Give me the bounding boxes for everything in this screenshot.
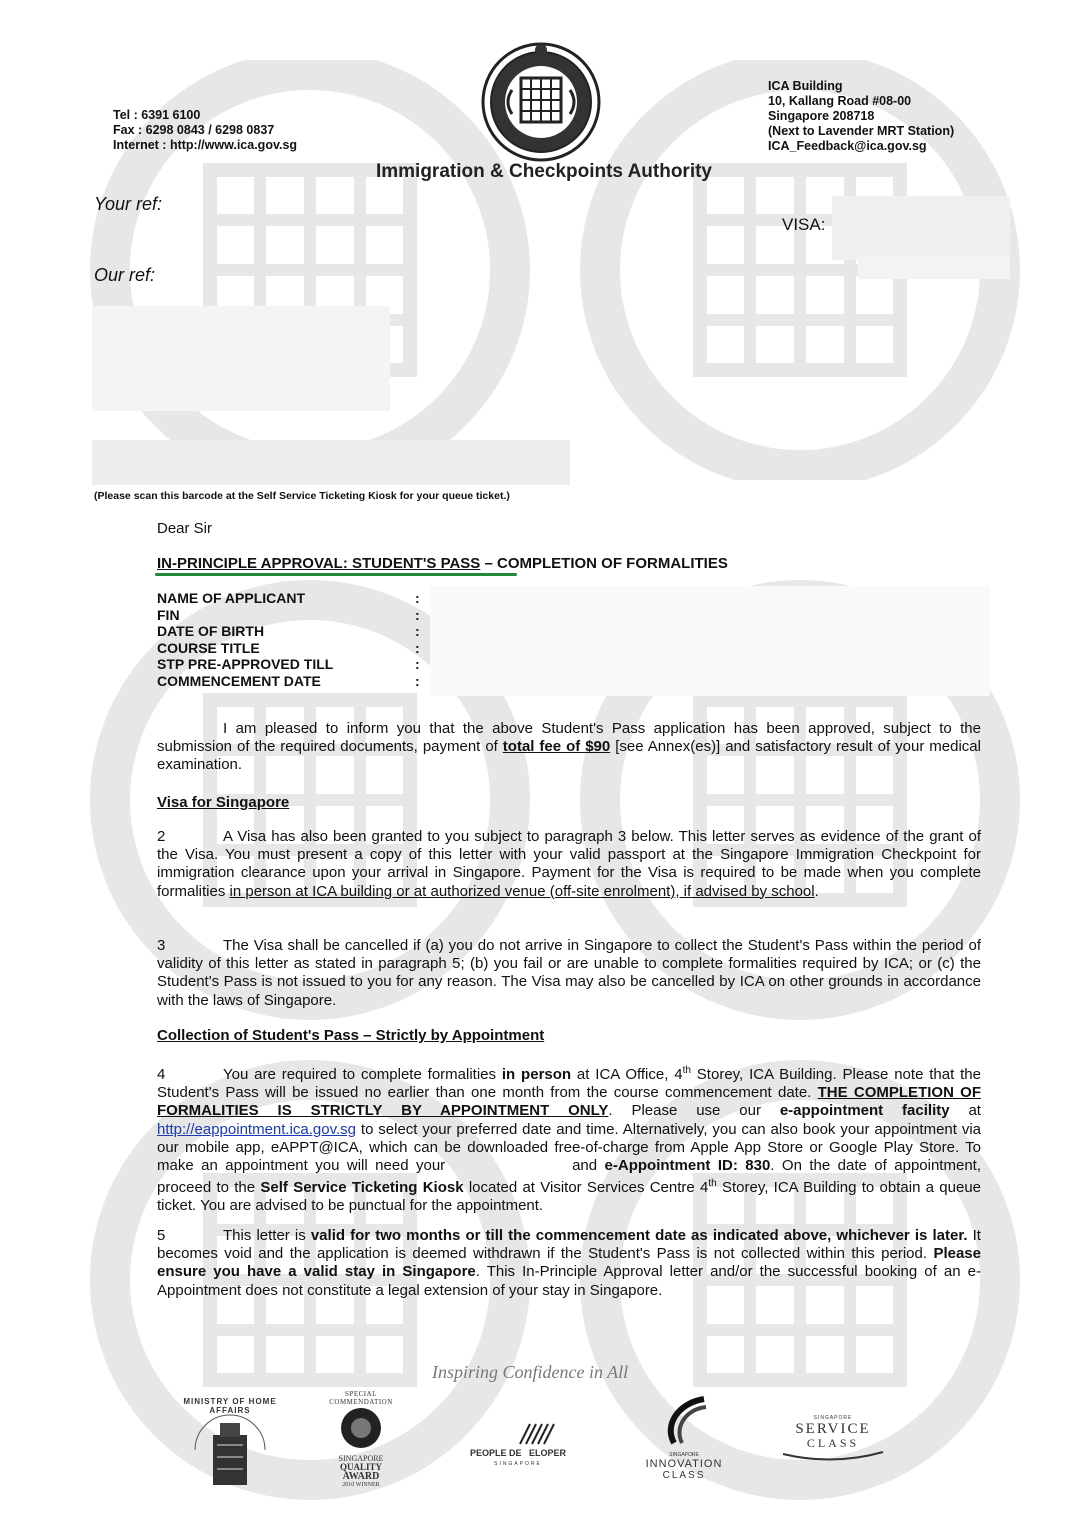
sqa-line-2: QUALITY — [339, 1462, 382, 1472]
p4-strict: THE COMPLETION OF FORMALITIES IS STRICTLY BY APPOINTMENT ONLY — [157, 1084, 981, 1120]
field-label: COMMENCEMENT DATE — [157, 672, 321, 689]
redacted-field-values — [430, 586, 990, 696]
field-row — [157, 590, 420, 607]
p4-text-e: at — [949, 1102, 981, 1120]
p4-appt-id: e-Appointment ID: 830 — [604, 1157, 771, 1175]
field-row — [157, 673, 420, 690]
field-sep: : — [415, 590, 420, 606]
p1-text-b: [see Annex(es)] and satisfactory result of your medical examination. — [157, 738, 981, 774]
field-sep: : — [415, 656, 420, 672]
field-row — [157, 607, 420, 624]
sqa-logo — [325, 1390, 397, 1490]
visa-heading: Visa for Singapore — [157, 794, 290, 811]
p5-text-a: This letter is — [223, 1227, 311, 1244]
p4-text-c: Storey, ICA Building. Please note that the Student's Pass will be issued no earlier than one month from the course commencement date. — [157, 1066, 981, 1102]
field-row — [157, 623, 420, 640]
field-sep: : — [415, 639, 420, 656]
field-label: DATE OF BIRTH — [157, 623, 265, 639]
visa-label: VISA: — [782, 215, 826, 234]
p5-ensure: Please ensure you have a valid stay in Singapore — [157, 1245, 981, 1281]
pd-text-3: SINGAPORE — [494, 1461, 542, 1467]
footer-motto: Inspiring Confidence in All — [432, 1362, 629, 1382]
field-row — [157, 640, 420, 657]
p1-text-a: I am pleased to inform you that the above Student's Pass application has been approved, subject to the submission of the required documents, payment of — [157, 720, 981, 756]
p2-text-a: A Visa has also been granted to you subject to paragraph 3 below. This letter serves as evidence of the grant of the Visa. You must present a copy of this letter with your valid passport at the Singapore Immigration Checkpoint for immigration clearance upon your arrival in Singapore. Payment for the Visa is required to be made when you complete formalities — [157, 828, 981, 900]
p4-sup-2: th — [708, 1178, 717, 1190]
field-sep: : — [415, 606, 420, 623]
service-class-logo — [778, 1415, 888, 1475]
p4-facility: e-appointment facility — [779, 1102, 950, 1120]
collection-heading: Collection of Student's Pass – Strictly by Appointment — [157, 1027, 545, 1044]
service-swoosh-icon — [778, 1450, 888, 1464]
sqa-line-4: 2010 WINNER — [342, 1482, 380, 1488]
paragraph-3 — [157, 937, 981, 1010]
redacted-visa-number-2 — [858, 255, 1010, 279]
address-email: ICA_Feedback@ica.gov.sg — [768, 139, 927, 153]
inno-text-1: SINGAPORE — [669, 1452, 699, 1458]
innovation-class-logo — [645, 1395, 723, 1485]
mha-logo — [185, 1395, 275, 1490]
p5-text-b: It becomes void and the application is deemed withdrawn if the Student's Pass is not collected within this period. — [157, 1227, 981, 1263]
p3-text: The Visa shall be cancelled if (a) you do not arrive in Singapore to collect the Student's Pass within the period of validity of this letter as stated in paragraph 5; (b) you fail or are unable to complete formalities required by ICA; or (c) the Student's Pass is not issued to you for any reason. The Visa may also be cancelled by ICA on other grounds in accordance with the laws of Singapore. — [157, 937, 981, 1009]
p4-text-a: You are required to complete formalities — [223, 1066, 502, 1083]
redacted-address — [92, 306, 390, 411]
svc-text-2: SERVICE — [795, 1421, 871, 1437]
paragraph-1 — [157, 720, 981, 775]
field-sep: : — [415, 672, 420, 689]
sqa-line-1: SINGAPORE — [338, 1454, 384, 1463]
authority-title: Immigration & Checkpoints Authority — [375, 161, 713, 182]
p3-number: 3 — [157, 937, 166, 954]
subject-part-1: IN-PRINCIPLE APPROVAL: STUDENT'S PASS — [157, 555, 481, 572]
p4-text-h: . On the date of appointment, proceed to the — [157, 1157, 981, 1197]
paragraph-4 — [157, 1062, 981, 1216]
p2-text-b: . — [814, 882, 819, 900]
address-line-4: (Next to Lavender MRT Station) — [768, 124, 955, 138]
p4-text-d: . Please use our — [608, 1102, 780, 1120]
sqa-top-text: SPECIAL COMMENDATION — [329, 1390, 393, 1406]
our-ref-label: Our ref: — [94, 265, 156, 285]
inno-text-3: CLASS — [662, 1470, 706, 1481]
subject-part-2: – COMPLETION OF FORMALITIES — [480, 555, 728, 572]
p1-fee: total fee of $90 — [502, 738, 611, 756]
header-tel: Tel : 6391 6100 — [113, 108, 201, 122]
field-label: COURSE TITLE — [157, 639, 260, 656]
svc-text-1: SINGAPORE — [813, 1415, 853, 1421]
paragraph-5 — [157, 1227, 981, 1300]
your-ref-label: Your ref: — [94, 194, 163, 214]
paragraph-2 — [157, 828, 981, 901]
highlight-underline — [155, 573, 517, 576]
p4-text-j: Storey, ICA Building to obtain a queue ticket. You are advised to be punctual for the appointment. — [157, 1179, 982, 1215]
address-line-1: ICA Building — [768, 79, 843, 93]
people-developer-mark-icon — [518, 1420, 558, 1446]
mha-text: MINISTRY OF HOME AFFAIRS — [183, 1397, 277, 1415]
p2-underlined: in person at ICA building or at authorized venue (off-site enrolment), if advised by school — [229, 882, 815, 900]
p4-number: 4 — [157, 1066, 166, 1083]
p5-number: 5 — [157, 1227, 166, 1244]
lion-head-icon — [336, 1406, 386, 1450]
field-row — [157, 656, 420, 673]
barcode-note: (Please scan this barcode at the Self Service Ticketing Kiosk for your queue ticket.) — [94, 490, 510, 502]
address-line-2: 10, Kallang Road #08-00 — [768, 94, 912, 108]
redacted-barcode — [92, 440, 570, 485]
field-label: FIN — [157, 606, 180, 623]
p4-kiosk: Self Service Ticketing Kiosk — [260, 1179, 464, 1197]
subject-line — [157, 555, 728, 572]
p4-text-f: to select your preferred date and time. Alternatively, you can also book your appointment via our mobile app, eAPPT@ICA, which can be downloaded free-of-charge from Apple App Store or Google Play Store. To make an appointment you will need your — [157, 1120, 981, 1175]
header-internet: Internet : http://www.ica.gov.sg — [113, 138, 298, 152]
people-developer-logo — [458, 1420, 578, 1470]
field-sep: : — [415, 623, 420, 639]
ica-crest-logo — [474, 40, 608, 164]
applicant-fields — [157, 590, 420, 689]
p5-valid: valid for two months or till the commencement date as indicated above, whichever is later. — [310, 1227, 968, 1244]
svc-text-3: CLASS — [806, 1436, 860, 1450]
p4-text-i: located at Visitor Services Centre 4 — [463, 1179, 709, 1197]
p2-number: 2 — [157, 828, 166, 845]
pd-text-2: ELOPER — [529, 1448, 567, 1458]
header-fax: Fax : 6298 0843 / 6298 0837 — [113, 123, 275, 137]
p4-text-b: at ICA Office, 4 — [571, 1066, 683, 1083]
redacted-visa-number — [832, 196, 1010, 260]
field-label: NAME OF APPLICANT — [157, 590, 306, 606]
p4-sup: th — [682, 1065, 691, 1076]
p4-in-person: in person — [501, 1066, 572, 1083]
pd-text-1: PEOPLE DE — [469, 1448, 522, 1458]
sqa-line-3: AWARD — [342, 1471, 380, 1482]
p4-text-g: and — [564, 1157, 605, 1175]
eappointment-link[interactable]: http://eappointment.ica.gov.sg — [157, 1120, 357, 1138]
field-label: STP PRE-APPROVED TILL — [157, 656, 334, 672]
innovation-swirl-icon — [654, 1395, 714, 1447]
inno-text-2: INNOVATION — [645, 1458, 723, 1470]
p5-text-c: . This In-Principle Approval letter and/or the successful booking of an e-Appointment does not constitute a legal extension of your stay in Singapore. — [157, 1263, 981, 1299]
address-line-3: Singapore 208718 — [768, 109, 875, 123]
salutation: Dear Sir — [157, 520, 213, 537]
